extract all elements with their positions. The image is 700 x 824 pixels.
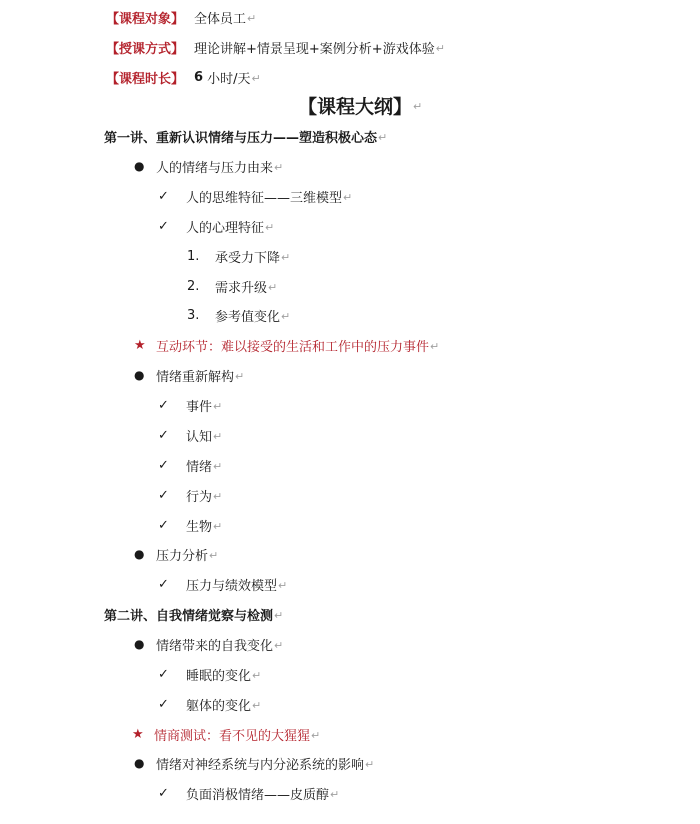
audience-line [106, 6, 256, 28]
checkmark-icon: ✓ [158, 666, 169, 682]
paragraph-mark-icon: ↵ [268, 280, 278, 294]
paragraph-mark-icon: ↵ [213, 399, 223, 413]
checkmark-icon: ✓ [158, 696, 169, 712]
item-text: 人的情绪与压力由来 [156, 160, 274, 176]
section-2-heading [104, 603, 283, 625]
paragraph-mark-icon: ↵ [278, 578, 288, 592]
item-text: 情绪重新解构 [156, 369, 235, 385]
paragraph-mark-icon: ↵ [247, 11, 257, 25]
duration-number: 6 [194, 69, 204, 85]
list-item [158, 394, 222, 416]
list-item [158, 185, 352, 207]
checkmark-icon: ✓ [158, 397, 169, 413]
item-text: 压力分析 [156, 548, 209, 564]
numbered-item [187, 275, 277, 297]
list-item [158, 215, 274, 237]
list-item [158, 484, 222, 506]
paragraph-mark-icon: ↵ [209, 548, 219, 562]
list-item [158, 424, 222, 446]
bullet-icon: ● [134, 159, 145, 173]
paragraph-mark-icon: ↵ [311, 728, 321, 742]
paragraph-mark-icon: ↵ [252, 698, 262, 712]
item-number: 3. [187, 307, 200, 323]
paragraph-mark-icon: ↵ [378, 130, 388, 144]
list-item [134, 364, 244, 386]
item-text: 负面消极情绪——皮质醇 [186, 787, 330, 803]
star-icon: ★ [132, 726, 144, 742]
item-text: 压力与绩效模型 [186, 578, 278, 594]
checkmark-icon: ✓ [158, 457, 169, 473]
list-item [134, 543, 218, 565]
paragraph-mark-icon: ↵ [251, 71, 261, 85]
method-label: 【授课方式】 [106, 41, 185, 57]
paragraph-mark-icon: ↵ [430, 339, 440, 353]
paragraph-mark-icon: ↵ [252, 668, 262, 682]
paragraph-mark-icon: ↵ [281, 250, 291, 264]
item-text: 需求升级 [215, 280, 268, 296]
bullet-icon: ● [134, 637, 145, 651]
checkmark-icon: ✓ [158, 785, 169, 801]
item-number: 2. [187, 278, 200, 294]
method-line [106, 36, 445, 58]
paragraph-mark-icon: ↵ [274, 608, 284, 622]
bullet-icon: ● [134, 368, 145, 382]
list-item [134, 633, 283, 655]
list-item [158, 573, 287, 595]
list-item [158, 782, 339, 804]
paragraph-mark-icon: ↵ [413, 99, 423, 113]
numbered-item [187, 245, 290, 267]
duration-label: 【课程时长】 [106, 71, 185, 87]
paragraph-mark-icon: ↵ [213, 519, 223, 533]
duration-line [106, 66, 261, 88]
list-item [158, 454, 222, 476]
numbered-item [187, 304, 290, 326]
section-1-heading [104, 125, 387, 147]
test-line [132, 723, 320, 745]
paragraph-mark-icon: ↵ [330, 787, 340, 801]
paragraph-mark-icon: ↵ [281, 309, 291, 323]
checkmark-icon: ✓ [158, 487, 169, 503]
list-item [158, 663, 261, 685]
star-icon: ★ [134, 337, 146, 353]
section-1-title: 第一讲、重新认识情绪与压力——塑造积极心态 [104, 130, 378, 146]
section-2-title: 第二讲、自我情绪觉察与检测 [104, 608, 274, 624]
test-text: 情商测试：看不见的大猩猩 [154, 728, 311, 744]
checkmark-icon: ✓ [158, 517, 169, 533]
list-item [134, 155, 283, 177]
list-item [134, 752, 374, 774]
paragraph-mark-icon: ↵ [235, 369, 245, 383]
list-item [158, 514, 222, 536]
bullet-icon: ● [134, 756, 145, 770]
item-number: 1. [187, 248, 200, 264]
item-text: 事件 [186, 399, 213, 415]
bullet-icon: ● [134, 547, 145, 561]
item-text: 人的心理特征 [186, 220, 265, 236]
paragraph-mark-icon: ↵ [213, 459, 223, 473]
paragraph-mark-icon: ↵ [274, 638, 284, 652]
interaction-line [134, 334, 439, 356]
audience-value: 全体员工 [194, 11, 247, 27]
paragraph-mark-icon: ↵ [265, 220, 275, 234]
paragraph-mark-icon: ↵ [213, 489, 223, 503]
item-text: 情绪对神经系统与内分泌系统的影响 [156, 757, 365, 773]
item-text: 躯体的变化 [186, 698, 252, 714]
item-text: 参考值变化 [215, 309, 281, 325]
audience-label: 【课程对象】 [106, 11, 185, 27]
interaction-text: 互动环节：难以接受的生活和工作中的压力事件 [156, 339, 430, 355]
method-value: 理论讲解+情景呈现+案例分析+游戏体验 [194, 41, 435, 57]
item-text: 情绪 [186, 459, 213, 475]
item-text: 人的思维特征——三维模型 [186, 190, 343, 206]
checkmark-icon: ✓ [158, 218, 169, 234]
item-text: 情绪带来的自我变化 [156, 638, 274, 654]
paragraph-mark-icon: ↵ [365, 757, 375, 771]
checkmark-icon: ✓ [158, 188, 169, 204]
item-text: 行为 [186, 489, 213, 505]
item-text: 睡眠的变化 [186, 668, 252, 684]
paragraph-mark-icon: ↵ [435, 41, 445, 55]
item-text: 承受力下降 [215, 250, 281, 266]
list-item [158, 693, 261, 715]
item-text: 认知 [186, 429, 213, 445]
checkmark-icon: ✓ [158, 427, 169, 443]
duration-unit: 小时/天 [207, 71, 251, 87]
paragraph-mark-icon: ↵ [343, 190, 353, 204]
outline-title-line [298, 92, 422, 118]
paragraph-mark-icon: ↵ [213, 429, 223, 443]
outline-title: 【课程大纲】 [298, 95, 413, 118]
item-text: 生物 [186, 519, 213, 535]
checkmark-icon: ✓ [158, 576, 169, 592]
paragraph-mark-icon: ↵ [274, 160, 284, 174]
